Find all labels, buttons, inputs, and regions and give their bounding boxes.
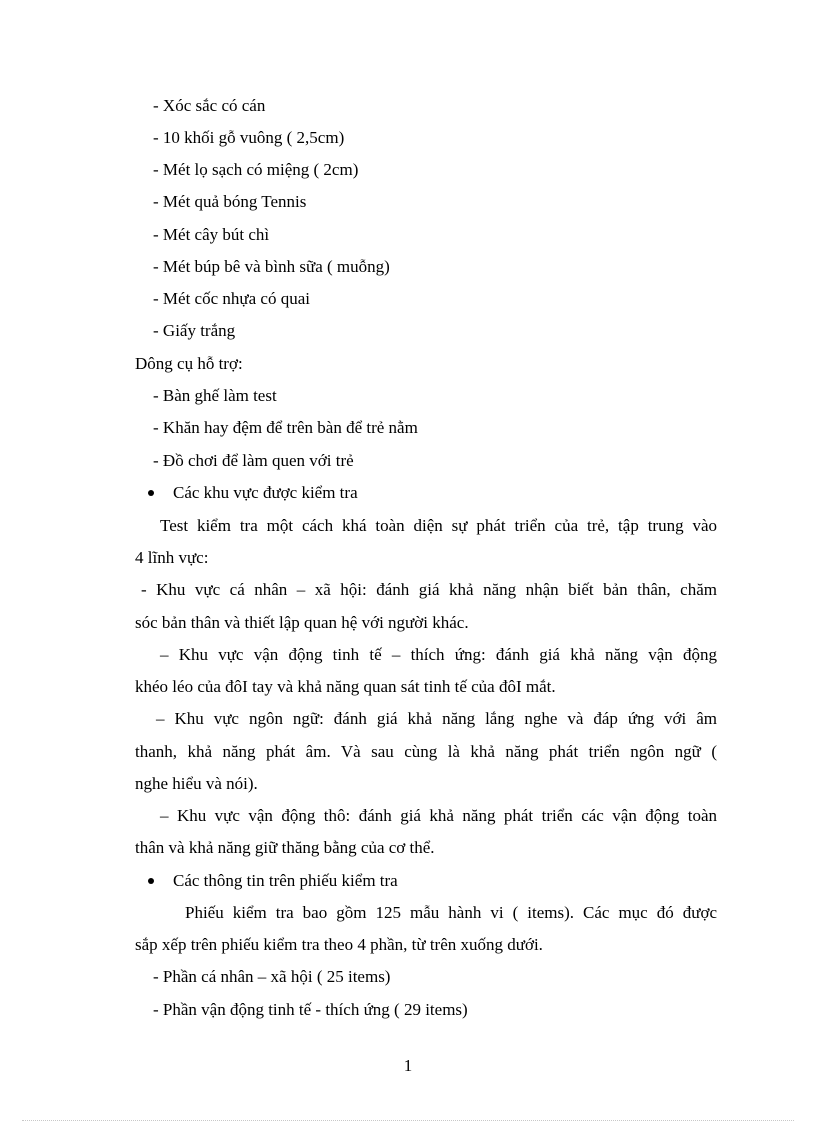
equipment-item: - Giấy trắng [153,321,236,340]
page-number: 1 [403,1056,413,1075]
equipment-item: - 10 khối gỗ vuông ( 2,5cm) [153,128,345,147]
equipment-item: - Xóc sắc có cán [153,96,266,115]
equipment-item: - Mét cốc nhựa có quai [153,289,310,308]
paragraph-line: thanh, khả năng phát âm. Và sau cùng là khả năng phát triển ngôn ngữ ( [135,742,717,761]
part-item: - Phần cá nhân – xã hội ( 25 items) [153,967,391,986]
page-bottom-rule [22,1120,794,1121]
support-item: - Đồ chơi để làm quen với trẻ [153,451,354,470]
paragraph-line: thân và khả năng giữ thăng bằng của cơ thể. [135,838,435,857]
bullet-icon [148,878,154,884]
equipment-item: - Mét quả bóng Tennis [153,192,307,211]
paragraph-line: Test kiểm tra một cách khá toàn diện sự phát triển của trẻ, tập trung vào [160,516,717,535]
paragraph-line: - Khu vực cá nhân – xã hội: đánh giá khả năng nhận biết bản thân, chăm [141,580,717,599]
section-heading-areas: Các khu vực được kiểm tra [173,483,358,502]
paragraph-line: – Khu vực vận động tinh tế – thích ứng: đánh giá khả năng vận động [160,645,717,664]
paragraph-line: Phiếu kiểm tra bao gồm 125 mẫu hành vi ( items). Các mục đó được [185,903,717,922]
paragraph-line: sóc bản thân và thiết lập quan hệ với người khác. [135,613,469,632]
support-item: - Bàn ghế làm test [153,386,277,405]
paragraph-line: khéo léo của đôI tay và khả năng quan sát tinh tế của đôI mắt. [135,677,556,696]
paragraph-line: 4 lĩnh vực: [135,548,209,567]
equipment-item: - Mét cây bút chì [153,225,270,244]
support-heading: Dông cụ hỗ trợ: [135,354,243,373]
equipment-item: - Mét lọ sạch có miệng ( 2cm) [153,160,359,179]
paragraph-line: – Khu vực vận động thô: đánh giá khả năng phát triển các vận động toàn [160,806,717,825]
paragraph-line: nghe hiểu và nói). [135,774,258,793]
paragraph-line: – Khu vực ngôn ngữ: đánh giá khả năng lắng nghe và đáp ứng với âm [156,709,717,728]
section-heading-form-info: Các thông tin trên phiếu kiểm tra [173,871,398,890]
equipment-item: - Mét búp bê và bình sữa ( muỗng) [153,257,390,276]
support-item: - Khăn hay đệm để trên bàn để trẻ nằm [153,418,418,437]
paragraph-line: sắp xếp trên phiếu kiểm tra theo 4 phần, từ trên xuống dưới. [135,935,543,954]
bullet-icon [148,490,154,496]
part-item: - Phần vận động tinh tế - thích ứng ( 29 items) [153,1000,468,1019]
